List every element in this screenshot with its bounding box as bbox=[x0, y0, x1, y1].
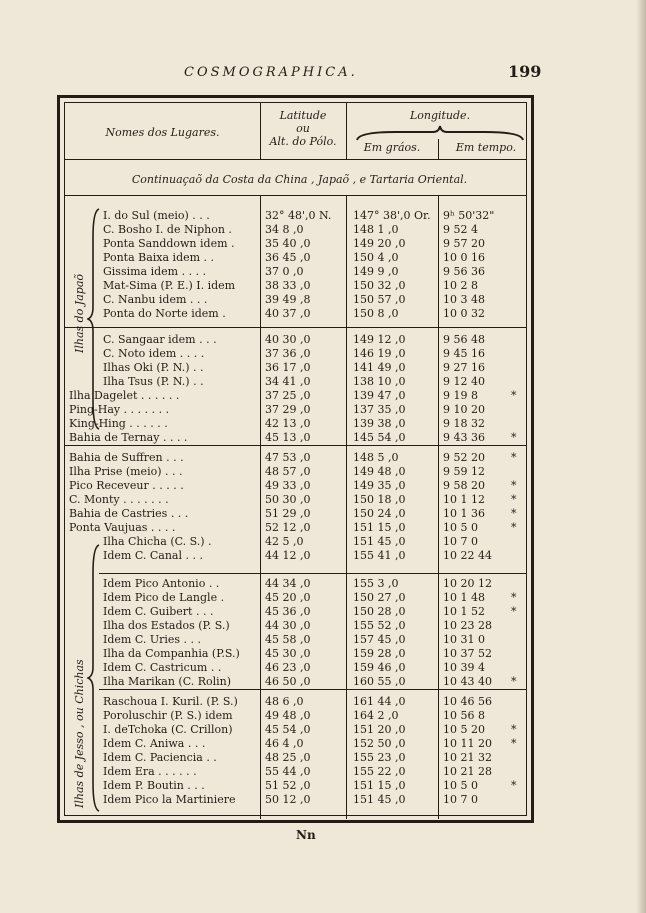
longitude-time: 10 46 56 bbox=[443, 695, 492, 708]
longitude-time: 9 56 48 bbox=[443, 333, 485, 346]
longitude-time: 10 7 0 bbox=[443, 535, 478, 548]
table-row bbox=[69, 417, 534, 431]
longitude-time: 10 22 44 bbox=[443, 549, 492, 562]
longitude-degrees: 150 28 ,0 bbox=[353, 605, 406, 618]
table-row bbox=[69, 521, 534, 535]
latitude-value: 37 0 ,0 bbox=[265, 265, 304, 278]
table-row bbox=[103, 209, 534, 223]
latitude-value: 48 6 ,0 bbox=[265, 695, 304, 708]
asterisk-mark: * bbox=[511, 591, 517, 604]
latitude-value: 35 40 ,0 bbox=[265, 237, 311, 250]
table-row bbox=[69, 493, 534, 507]
longitude-time: 9 58 20 bbox=[443, 479, 485, 492]
longitude-degrees: 150 32 ,0 bbox=[353, 279, 406, 292]
longitude-degrees: 150 18 ,0 bbox=[353, 493, 406, 506]
asterisk-mark: * bbox=[511, 521, 517, 534]
asterisk-mark: * bbox=[511, 675, 517, 688]
latitude-value: 34 41 ,0 bbox=[265, 375, 311, 388]
section-subtitle: Continuaçaõ da Costa da China , Japaõ , e Tartaria Oriental. bbox=[131, 173, 468, 186]
table-row bbox=[103, 279, 534, 293]
latitude-value: 39 49 ,8 bbox=[265, 293, 311, 306]
place-name: Gissima idem . . . . bbox=[103, 265, 207, 278]
longitude-degrees: 147° 38',0 Or. bbox=[353, 209, 431, 222]
longitude-time: 9 27 16 bbox=[443, 361, 485, 374]
latitude-value: 36 17 ,0 bbox=[265, 361, 311, 374]
latitude-value: 51 29 ,0 bbox=[265, 507, 311, 520]
table-row bbox=[103, 549, 534, 563]
place-name: Pico Receveur . . . . . bbox=[69, 479, 184, 492]
place-name: Ilha Dagelet . . . . . . bbox=[69, 389, 180, 402]
asterisk-mark: * bbox=[511, 389, 517, 402]
place-name: Idem C. Canal . . . bbox=[103, 549, 203, 562]
place-name: Ilha Marikan (C. Rolin) bbox=[103, 675, 232, 688]
latitude-value: 42 5 ,0 bbox=[265, 535, 304, 548]
longitude-degrees: 155 41 ,0 bbox=[353, 549, 406, 562]
asterisk-mark: * bbox=[511, 507, 517, 520]
place-name: Ponta do Norte idem . bbox=[103, 307, 226, 320]
latitude-value: 50 12 ,0 bbox=[265, 793, 311, 806]
table-row bbox=[103, 237, 534, 251]
longitude-time: 10 1 12 bbox=[443, 493, 485, 506]
place-name: I. deTchoka (C. Crillon) bbox=[103, 723, 233, 736]
latitude-value: 45 30 ,0 bbox=[265, 647, 311, 660]
running-title: COSMOGRAPHICA. bbox=[184, 65, 358, 80]
latitude-value: 50 30 ,0 bbox=[265, 493, 311, 506]
header-time: Em tempo. bbox=[455, 141, 517, 154]
place-name: Bahia de Castries . . . bbox=[69, 507, 189, 520]
longitude-time: 9 43 36 bbox=[443, 431, 485, 444]
longitude-degrees: 148 5 ,0 bbox=[353, 451, 399, 464]
table-frame bbox=[57, 95, 534, 823]
place-name: Mat-Sima (P. E.) I. idem bbox=[103, 279, 236, 292]
place-name: Idem P. Boutin . . . bbox=[103, 779, 205, 792]
place-name: Idem Pico la Martiniere bbox=[103, 793, 236, 806]
longitude-time: 10 5 0 bbox=[443, 521, 478, 534]
table-row bbox=[69, 479, 534, 493]
place-name: C. Sangaar idem . . . bbox=[103, 333, 217, 346]
place-name: Ponta Sanddown idem . bbox=[103, 237, 235, 250]
table-row bbox=[103, 265, 534, 279]
side-label-jesso: Ilhas de Jesso , ou Chichas bbox=[73, 659, 86, 808]
longitude-degrees: 152 50 ,0 bbox=[353, 737, 406, 750]
longitude-time: 10 23 28 bbox=[443, 619, 492, 632]
longitude-time: 10 56 8 bbox=[443, 709, 485, 722]
place-name: C. Nanbu idem . . . bbox=[103, 293, 208, 306]
longitude-time: 9 57 20 bbox=[443, 237, 485, 250]
longitude-degrees: 151 45 ,0 bbox=[353, 535, 406, 548]
place-name: Ilhas Oki (P. N.) . . bbox=[103, 361, 204, 374]
longitude-degrees: 164 2 ,0 bbox=[353, 709, 399, 722]
place-name: Idem Pico Antonio . . bbox=[103, 577, 220, 590]
place-name: King-Hing . . . . . . bbox=[69, 417, 168, 430]
longitude-degrees: 139 47 ,0 bbox=[353, 389, 406, 402]
latitude-value: 37 36 ,0 bbox=[265, 347, 311, 360]
latitude-value: 44 34 ,0 bbox=[265, 577, 311, 590]
asterisk-mark: * bbox=[511, 451, 517, 464]
table-row bbox=[103, 535, 534, 549]
table-row bbox=[103, 577, 534, 591]
group-rule bbox=[65, 327, 526, 328]
longitude-degrees: 150 8 ,0 bbox=[353, 307, 399, 320]
longitude-time: 10 21 32 bbox=[443, 751, 492, 764]
group-rule bbox=[65, 445, 526, 446]
longitude-time: 10 37 52 bbox=[443, 647, 492, 660]
latitude-value: 45 13 ,0 bbox=[265, 431, 311, 444]
table-row bbox=[69, 465, 534, 479]
latitude-value: 49 48 ,0 bbox=[265, 709, 311, 722]
longitude-brace bbox=[355, 124, 525, 142]
place-name: Ponta Vaujuas . . . . bbox=[69, 521, 176, 534]
place-name: Idem C. Guibert . . . bbox=[103, 605, 214, 618]
latitude-value: 37 25 ,0 bbox=[265, 389, 311, 402]
longitude-time: 9 52 20 bbox=[443, 451, 485, 464]
latitude-value: 42 13 ,0 bbox=[265, 417, 311, 430]
longitude-degrees: 149 9 ,0 bbox=[353, 265, 399, 278]
latitude-value: 45 20 ,0 bbox=[265, 591, 311, 604]
longitude-degrees: 155 22 ,0 bbox=[353, 765, 406, 778]
table-row bbox=[103, 619, 534, 633]
header-latitude bbox=[260, 109, 346, 148]
longitude-degrees: 137 35 ,0 bbox=[353, 403, 406, 416]
longitude-time: 10 1 48 bbox=[443, 591, 485, 604]
place-name: Idem Pico de Langle . bbox=[103, 591, 225, 604]
table-row bbox=[103, 251, 534, 265]
asterisk-mark: * bbox=[511, 737, 517, 750]
longitude-time: 9 45 16 bbox=[443, 347, 485, 360]
longitude-degrees: 146 19 ,0 bbox=[353, 347, 406, 360]
latitude-value: 49 33 ,0 bbox=[265, 479, 311, 492]
table-row bbox=[103, 361, 534, 375]
longitude-degrees: 149 35 ,0 bbox=[353, 479, 406, 492]
place-name: Idem C. Castricum . . bbox=[103, 661, 222, 674]
table-row bbox=[69, 389, 534, 403]
longitude-degrees: 141 49 ,0 bbox=[353, 361, 406, 374]
place-name: Ilha Prise (meio) . . . bbox=[69, 465, 183, 478]
longitude-degrees: 149 48 ,0 bbox=[353, 465, 406, 478]
longitude-time: 10 1 52 bbox=[443, 605, 485, 618]
latitude-value: 44 12 ,0 bbox=[265, 549, 311, 562]
header-degrees: Em gráos. bbox=[363, 141, 421, 154]
table-row bbox=[103, 675, 534, 689]
table-row bbox=[69, 451, 534, 465]
latitude-value: 47 53 ,0 bbox=[265, 451, 311, 464]
table-row bbox=[103, 751, 534, 765]
longitude-degrees: 160 55 ,0 bbox=[353, 675, 406, 688]
jesso-brace bbox=[87, 543, 101, 813]
place-name: Idem Era . . . . . . bbox=[103, 765, 197, 778]
header-rule bbox=[65, 159, 526, 160]
longitude-degrees: 150 24 ,0 bbox=[353, 507, 406, 520]
asterisk-mark: * bbox=[511, 779, 517, 792]
asterisk-mark: * bbox=[511, 479, 517, 492]
longitude-time: 9 12 40 bbox=[443, 375, 485, 388]
table-row bbox=[103, 647, 534, 661]
place-name: C. Bosho I. de Niphon . bbox=[103, 223, 232, 236]
longitude-time: 10 3 48 bbox=[443, 293, 485, 306]
latitude-value: 52 12 ,0 bbox=[265, 521, 311, 534]
header-latitude-line2: ou bbox=[296, 122, 310, 135]
longitude-time: 9 19 8 bbox=[443, 389, 478, 402]
longitude-time: 10 2 8 bbox=[443, 279, 478, 292]
latitude-value: 48 57 ,0 bbox=[265, 465, 311, 478]
latitude-value: 55 44 ,0 bbox=[265, 765, 311, 778]
longitude-time: 10 20 12 bbox=[443, 577, 492, 590]
longitude-time: 10 31 0 bbox=[443, 633, 485, 646]
latitude-value: 46 4 ,0 bbox=[265, 737, 304, 750]
longitude-degrees: 151 15 ,0 bbox=[353, 779, 406, 792]
table-row bbox=[103, 293, 534, 307]
place-name: Bahia de Suffren . . . bbox=[69, 451, 184, 464]
place-name: Ping-Hay . . . . . . . bbox=[69, 403, 170, 416]
table-row bbox=[103, 779, 534, 793]
longitude-time: 10 5 0 bbox=[443, 779, 478, 792]
longitude-time: 10 1 36 bbox=[443, 507, 485, 520]
place-name: Ilha Chicha (C. S.) . bbox=[103, 535, 212, 548]
table-row bbox=[103, 793, 534, 807]
longitude-degrees: 155 52 ,0 bbox=[353, 619, 406, 632]
table-row bbox=[103, 661, 534, 675]
longitude-time: 9ʰ 50'32" bbox=[443, 209, 495, 222]
longitude-degrees: 155 23 ,0 bbox=[353, 751, 406, 764]
table-row bbox=[103, 333, 534, 347]
latitude-value: 37 29 ,0 bbox=[265, 403, 311, 416]
longitude-degrees: 149 12 ,0 bbox=[353, 333, 406, 346]
longitude-degrees: 149 20 ,0 bbox=[353, 237, 406, 250]
latitude-value: 48 25 ,0 bbox=[265, 751, 311, 764]
place-name: C. Noto idem . . . . bbox=[103, 347, 205, 360]
longitude-degrees: 151 45 ,0 bbox=[353, 793, 406, 806]
longitude-time: 10 0 32 bbox=[443, 307, 485, 320]
longitude-time: 10 43 40 bbox=[443, 675, 492, 688]
longitude-degrees: 138 10 ,0 bbox=[353, 375, 406, 388]
table-row bbox=[69, 403, 534, 417]
longitude-degrees: 157 45 ,0 bbox=[353, 633, 406, 646]
table-row bbox=[103, 591, 534, 605]
latitude-value: 45 58 ,0 bbox=[265, 633, 311, 646]
longitude-degrees: 151 15 ,0 bbox=[353, 521, 406, 534]
place-name: Ponta Baixa idem . . bbox=[103, 251, 215, 264]
longitude-degrees: 159 46 ,0 bbox=[353, 661, 406, 674]
longitude-time: 9 18 32 bbox=[443, 417, 485, 430]
place-name: Idem C. Uries . . . bbox=[103, 633, 202, 646]
longitude-time: 10 5 20 bbox=[443, 723, 485, 736]
header-longitude: Longitude. bbox=[409, 109, 471, 122]
latitude-value: 44 30 ,0 bbox=[265, 619, 311, 632]
place-name: Raschoua I. Kuril. (P. S.) bbox=[103, 695, 238, 708]
header-divider bbox=[346, 103, 347, 159]
longitude-time: 9 52 4 bbox=[443, 223, 478, 236]
place-name: Ilha Tsus (P. N.) . . bbox=[103, 375, 204, 388]
group-rule bbox=[99, 573, 526, 574]
longitude-time: 10 39 4 bbox=[443, 661, 485, 674]
coordinates-table bbox=[64, 102, 527, 816]
latitude-value: 40 37 ,0 bbox=[265, 307, 311, 320]
signature-mark: Nn bbox=[296, 828, 316, 842]
table-row bbox=[103, 605, 534, 619]
table-row bbox=[103, 765, 534, 779]
longitude-degrees: 148 1 ,0 bbox=[353, 223, 399, 236]
longitude-degrees: 159 28 ,0 bbox=[353, 647, 406, 660]
latitude-value: 40 30 ,0 bbox=[265, 333, 311, 346]
longitude-time: 9 10 20 bbox=[443, 403, 485, 416]
latitude-value: 45 54 ,0 bbox=[265, 723, 311, 736]
latitude-value: 45 36 ,0 bbox=[265, 605, 311, 618]
place-name: C. Monty . . . . . . . bbox=[69, 493, 169, 506]
table-row bbox=[103, 375, 534, 389]
place-name: Idem C. Aniwa . . . bbox=[103, 737, 206, 750]
longitude-degrees: 150 27 ,0 bbox=[353, 591, 406, 604]
table-row bbox=[103, 709, 534, 723]
place-name: Poroluschir (P. S.) idem bbox=[103, 709, 233, 722]
longitude-degrees: 161 44 ,0 bbox=[353, 695, 406, 708]
group-rule bbox=[99, 689, 526, 690]
longitude-degrees: 150 4 ,0 bbox=[353, 251, 399, 264]
table-row bbox=[103, 723, 534, 737]
latitude-value: 34 8 ,0 bbox=[265, 223, 304, 236]
longitude-time: 10 21 28 bbox=[443, 765, 492, 778]
longitude-degrees: 150 57 ,0 bbox=[353, 293, 406, 306]
table-row bbox=[103, 633, 534, 647]
subtitle-rule bbox=[65, 195, 526, 196]
table-row bbox=[103, 307, 534, 321]
longitude-degrees: 139 38 ,0 bbox=[353, 417, 406, 430]
longitude-degrees: 151 20 ,0 bbox=[353, 723, 406, 736]
longitude-degrees: 155 3 ,0 bbox=[353, 577, 399, 590]
asterisk-mark: * bbox=[511, 431, 517, 444]
longitude-degrees: 145 54 ,0 bbox=[353, 431, 406, 444]
place-name: Bahia de Ternay . . . . bbox=[69, 431, 188, 444]
table-row bbox=[69, 431, 534, 445]
latitude-value: 46 50 ,0 bbox=[265, 675, 311, 688]
header-latitude-line3: Alt. do Pólo. bbox=[269, 135, 337, 148]
place-name: I. do Sul (meio) . . . bbox=[103, 209, 210, 222]
place-name: Idem C. Paciencia . . bbox=[103, 751, 217, 764]
latitude-value: 46 23 ,0 bbox=[265, 661, 311, 674]
table-row bbox=[69, 507, 534, 521]
asterisk-mark: * bbox=[511, 493, 517, 506]
asterisk-mark: * bbox=[511, 723, 517, 736]
header-latitude-line1: Latitude bbox=[279, 109, 327, 122]
latitude-value: 36 45 ,0 bbox=[265, 251, 311, 264]
header-divider bbox=[260, 103, 261, 159]
longitude-time: 10 11 20 bbox=[443, 737, 492, 750]
longitude-time: 10 7 0 bbox=[443, 793, 478, 806]
table-row bbox=[103, 347, 534, 361]
header-names: Nomes dos Lugares. bbox=[105, 126, 220, 139]
table-row bbox=[103, 737, 534, 751]
longitude-time: 9 59 12 bbox=[443, 465, 485, 478]
asterisk-mark: * bbox=[511, 605, 517, 618]
table-row bbox=[103, 695, 534, 709]
longitude-time: 9 56 36 bbox=[443, 265, 485, 278]
latitude-value: 32° 48',0 N. bbox=[265, 209, 332, 222]
latitude-value: 51 52 ,0 bbox=[265, 779, 311, 792]
place-name: Ilha dos Estados (P. S.) bbox=[103, 619, 230, 632]
header-divider bbox=[438, 139, 439, 159]
page-number: 199 bbox=[508, 62, 542, 81]
side-label-japan: Ilhas do Japaõ bbox=[73, 274, 86, 353]
longitude-time: 10 0 16 bbox=[443, 251, 485, 264]
latitude-value: 38 33 ,0 bbox=[265, 279, 311, 292]
place-name: Ilha da Companhia (P.S.) bbox=[103, 647, 240, 660]
table-row bbox=[103, 223, 534, 237]
